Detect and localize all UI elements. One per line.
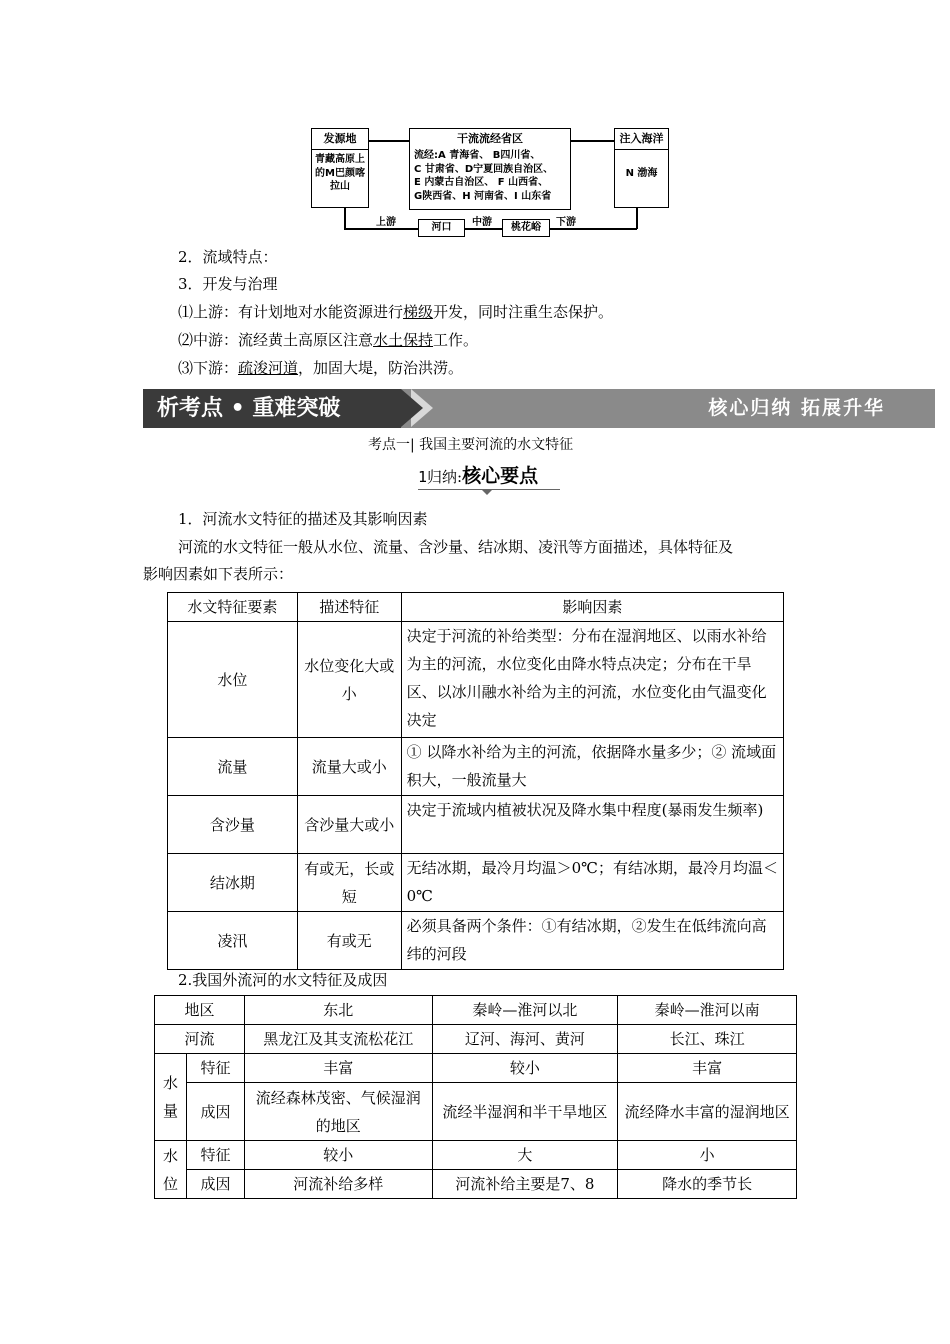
item-3-2	[178, 330, 478, 350]
desc-cell: 含沙量大或小	[297, 796, 401, 854]
kaodian-title: 考点一| 我国主要河流的水文特征	[368, 437, 574, 453]
table-row	[155, 1054, 797, 1083]
feature-label: 特征	[186, 1054, 244, 1083]
item-3-3-text-end: ，加固大堤，防治洪涝。	[298, 359, 464, 377]
item-3-3-text: ⑶下游：	[178, 359, 239, 377]
factor-cell: 水位	[168, 622, 298, 738]
provinces-text	[410, 149, 570, 203]
item-2: 2．流域特点：	[178, 248, 278, 266]
source-text: 青藏高原上的M巴颜喀拉山	[315, 154, 365, 192]
level-cause-cell: 河流补给多样	[244, 1170, 432, 1199]
item-3-3	[178, 358, 463, 378]
water-level-label: 水位	[155, 1141, 187, 1199]
level-feature-cell: 小	[618, 1141, 797, 1170]
connector-line	[571, 140, 614, 142]
river-cell: 辽河、海河、黄河	[432, 1025, 618, 1054]
volume-feature-cell: 丰富	[618, 1054, 797, 1083]
table-header: 水文特征要素	[168, 593, 298, 622]
volume-cause-cell: 流经森林茂密、气候湿润的地区	[244, 1083, 432, 1141]
table-row	[155, 1083, 797, 1141]
item-3-1-underlined: 梯级	[403, 303, 434, 321]
connector-line	[465, 228, 502, 230]
guina-main: 核心要点	[462, 465, 539, 487]
taohuayu-label: 桃花峪	[511, 222, 541, 233]
influence-cell: 必须具备两个条件：①有结冰期，②发生在低纬流向高纬的河段	[401, 912, 783, 970]
guina-heading	[418, 463, 538, 490]
influence-cell: ① 以降水补给为主的河流，依据降水量多少；② 流域面积大，一般流量大	[401, 738, 783, 796]
table-row	[168, 854, 784, 912]
volume-feature-cell: 丰富	[244, 1054, 432, 1083]
table-header: 影响因素	[401, 593, 783, 622]
lower-label: 下游	[556, 217, 576, 228]
guina-prefix: 归纳:	[427, 468, 463, 486]
upper-label: 上游	[376, 217, 396, 228]
factor-cell: 流量	[168, 738, 298, 796]
taohuayu-box	[502, 219, 550, 237]
level-cause-cell: 降水的季节长	[618, 1170, 797, 1199]
level-cause-cell: 河流补给主要是7、8	[432, 1170, 618, 1199]
table-row	[155, 996, 797, 1025]
influence-cell: 决定于河流的补给类型：分布在湿润地区、以雨水补给为主的河流，水位变化由降水特点决定；分布在干旱区、以冰川融水补给为主的河流，水位变化由气温变化决定	[401, 622, 783, 738]
province-line: 流经:A 青海省、 B四川省、	[414, 150, 541, 161]
level-feature-cell: 较小	[244, 1141, 432, 1170]
province-line: G陕西省、H 河南省、I 山东省	[414, 190, 552, 202]
volume-cause-cell: 流经降水丰富的湿润地区	[618, 1083, 797, 1141]
factor-cell: 凌汛	[168, 912, 298, 970]
water-volume-label: 水量	[155, 1054, 187, 1141]
item-3: 3．开发与治理	[178, 275, 278, 293]
connector-line	[369, 140, 409, 142]
table-row	[168, 912, 784, 970]
connector-line	[636, 208, 638, 229]
table-header: 描述特征	[297, 593, 401, 622]
item-3-1-text-end: 开发，同时注重生态保护。	[433, 303, 614, 321]
table-header-row	[168, 593, 784, 622]
provinces-title: 干流流经省区	[457, 132, 523, 145]
item-3-2-text: ⑵中游：流经黄土高原区注意	[178, 331, 374, 349]
connector-line	[550, 228, 637, 230]
connector-line	[344, 228, 418, 230]
factor-cell: 含沙量	[168, 796, 298, 854]
desc-cell: 流量大或小	[297, 738, 401, 796]
guina-caret-icon	[481, 489, 493, 495]
volume-cause-cell: 流经半湿润和半干旱地区	[432, 1083, 618, 1141]
table-row	[155, 1170, 797, 1199]
ocean-title: 注入海洋	[615, 129, 668, 150]
connector-line	[344, 208, 346, 229]
province-line: C 甘肃省、D宁夏回族自治区、	[414, 163, 554, 175]
level-feature-cell: 大	[432, 1141, 618, 1170]
source-box	[311, 128, 369, 208]
cause-label: 成因	[186, 1083, 244, 1141]
cause-label: 成因	[186, 1170, 244, 1199]
paragraph-line: 影响因素如下表所示：	[143, 565, 294, 583]
banner-subtitle: 核心归纳 拓展升华	[708, 397, 885, 419]
river-label: 河流	[155, 1025, 245, 1054]
hekou-label: 河口	[431, 222, 452, 233]
heading-1: 1．河流水文特征的描述及其影响因素	[178, 510, 428, 528]
region-cell: 秦岭—淮河以北	[432, 996, 618, 1025]
middle-label: 中游	[472, 217, 492, 228]
source-title: 发源地	[312, 129, 368, 150]
item-3-1	[178, 302, 613, 322]
item-3-2-text-end: 工作。	[433, 331, 479, 349]
region-cell: 秦岭—淮河以南	[618, 996, 797, 1025]
desc-cell: 有或无，长或短	[297, 854, 401, 912]
feature-label: 特征	[186, 1141, 244, 1170]
paragraph-line: 河流的水文特征一般从水位、流量、含沙量、结冰期、凌汛等方面描述，具体特征及	[178, 538, 734, 556]
guina-number: 1	[418, 468, 428, 486]
section-banner	[143, 389, 935, 428]
region-label: 地区	[155, 996, 245, 1025]
table-row	[155, 1025, 797, 1054]
desc-cell: 有或无	[297, 912, 401, 970]
provinces-box	[409, 128, 571, 210]
region-cell: 东北	[244, 996, 432, 1025]
factor-cell: 结冰期	[168, 854, 298, 912]
river-cell: 长江、珠江	[618, 1025, 797, 1054]
banner-title: 析考点 • 重难突破	[143, 389, 401, 428]
volume-feature-cell: 较小	[432, 1054, 618, 1083]
ocean-text: N 渤海	[625, 168, 658, 179]
table-row	[168, 622, 784, 738]
heading-2: 2.我国外流河的水文特征及成因	[178, 971, 388, 989]
table-row	[168, 738, 784, 796]
item-3-3-underlined: 疏浚河道	[238, 359, 299, 377]
hekou-box	[418, 219, 465, 237]
banner-arrow-decoration	[401, 389, 423, 427]
province-line: E 内蒙古自治区、 F 山西省、	[414, 177, 549, 188]
item-3-2-underlined: 水土保持	[373, 331, 434, 349]
table-row	[168, 796, 784, 854]
hydrology-table	[167, 592, 784, 970]
table-row	[155, 1141, 797, 1170]
desc-cell: 水位变化大或小	[297, 622, 401, 738]
influence-cell: 决定于流域内植被状况及降水集中程度(暴雨发生频率)	[401, 796, 783, 854]
river-cell: 黑龙江及其支流松花江	[244, 1025, 432, 1054]
ocean-box	[614, 128, 669, 208]
item-3-1-text: ⑴上游：有计划地对水能资源进行	[178, 303, 404, 321]
rivers-table	[154, 995, 797, 1199]
influence-cell: 无结冰期，最冷月均温＞0℃；有结冰期，最冷月均温＜0℃	[401, 854, 783, 912]
